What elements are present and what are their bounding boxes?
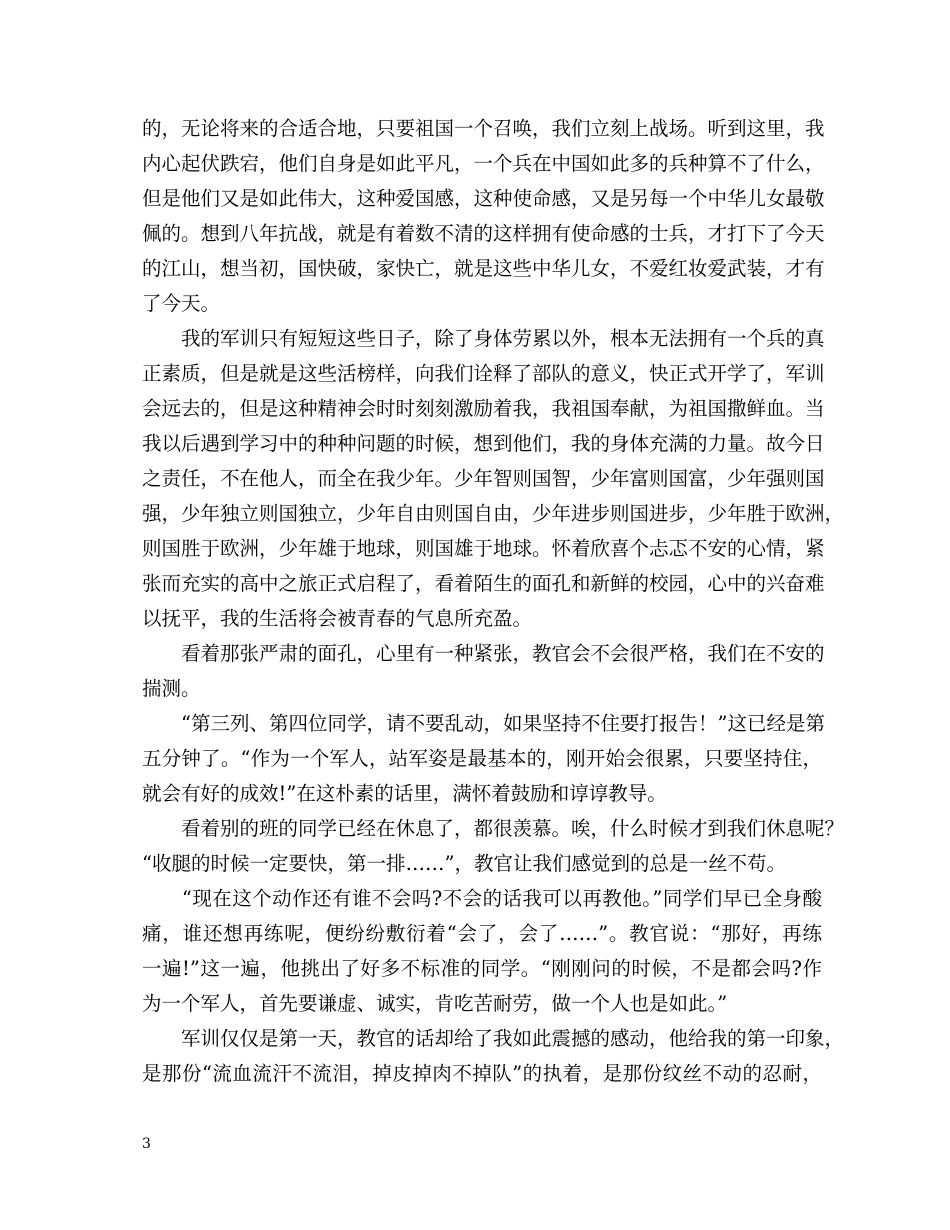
text-line: 五分钟了。“作为一个军人，站军姿是最基本的，刚开始会很累，只要坚持住， (142, 747, 822, 770)
text-line: 会远去的，但是这种精神会时时刻刻激励着我，我祖国奉献，为祖国撒鲜血。当 (142, 397, 825, 420)
text-line: 之责任，不在他人，而全在我少年。少年智则国智，少年富则国富，少年强则国 (142, 467, 825, 490)
text-line: 内心起伏跌宕，他们自身是如此平凡，一个兵在中国如此多的兵种算不了什么， (142, 152, 825, 175)
text-line: 我以后遇到学习中的种种问题的时候，想到他们，我的身体充满的力量。故今日 (142, 432, 825, 455)
text-line: “现在这个动作还有谁不会吗?不会的话我可以再教他。”同学们早已全身酸 (142, 887, 822, 910)
text-line: 军训仅仅是第一天，教官的话却给了我如此震撼的感动，他给我的第一印象， (142, 1027, 845, 1050)
text-line: 我的军训只有短短这些日子，除了身体劳累以外，根本无法拥有一个兵的真 (142, 327, 825, 350)
text-line: “收腿的时候一定要快，第一排……”，教官让我们感觉到的总是一丝不苟。 (142, 852, 786, 875)
page-number: 3 (142, 1136, 151, 1152)
text-line: 了今天。 (142, 292, 221, 315)
text-line: 看着别的班的同学已经在休息了，都很羡慕。唉，什么时候才到我们休息呢？ (142, 817, 845, 840)
text-line: 的，无论将来的合适合地，只要祖国一个召唤，我们立刻上战场。听到这里，我 (142, 117, 825, 140)
text-line: 正素质，但是就是这些活榜样，向我们诠释了部队的意义，快正式开学了，军训 (142, 362, 825, 385)
text-line: 就会有好的成效!”在这朴素的话里，满怀着鼓励和谆谆教导。 (142, 782, 667, 805)
text-line: 佩的。想到八年抗战，就是有着数不清的这样拥有使命感的士兵，才打下了今天 (142, 222, 825, 245)
text-line: 一遍!”这一遍，他挑出了好多不标准的同学。“刚刚问的时候，不是都会吗?作 (142, 957, 822, 980)
text-line: 但是他们又是如此伟大，这种爱国感，这种使命感，又是另每一个中华儿女最敬 (142, 187, 825, 210)
text-line: “第三列、第四位同学，请不要乱动，如果坚持不住要打报告！”这已经是第 (142, 712, 825, 735)
text-line: 看着那张严肃的面孔，心里有一种紧张，教官会不会很严格，我们在不安的 (142, 642, 825, 665)
text-line: 为一个军人，首先要谦虚、诚实，肯吃苦耐劳，做一个人也是如此。” (142, 992, 728, 1015)
text-line: 痛，谁还想再练呢，便纷纷敷衍着“会了，会了……”。教官说：“那好，再练 (142, 922, 822, 945)
text-line: 揣测。 (142, 677, 201, 700)
text-line: 张而充实的高中之旅正式启程了，看着陌生的面孔和新鲜的校园，心中的兴奋难 (142, 572, 825, 595)
text-line: 以抚平，我的生活将会被青春的气息所充盈。 (142, 607, 533, 630)
text-line: 的江山，想当初，国快破，家快亡，就是这些中华儿女，不爱红妆爱武装，才有 (142, 257, 825, 280)
text-line: 则国胜于欧洲，少年雄于地球，则国雄于地球。怀着欣喜个忐忑不安的心情，紧 (142, 537, 825, 560)
text-line: 强，少年独立则国独立，少年自由则国自由，少年进步则国进步，少年胜于欧洲， (142, 502, 845, 525)
text-line: 是那份“流血流汗不流泪，掉皮掉肉不掉队”的执着，是那份纹丝不动的忍耐， (142, 1062, 822, 1085)
